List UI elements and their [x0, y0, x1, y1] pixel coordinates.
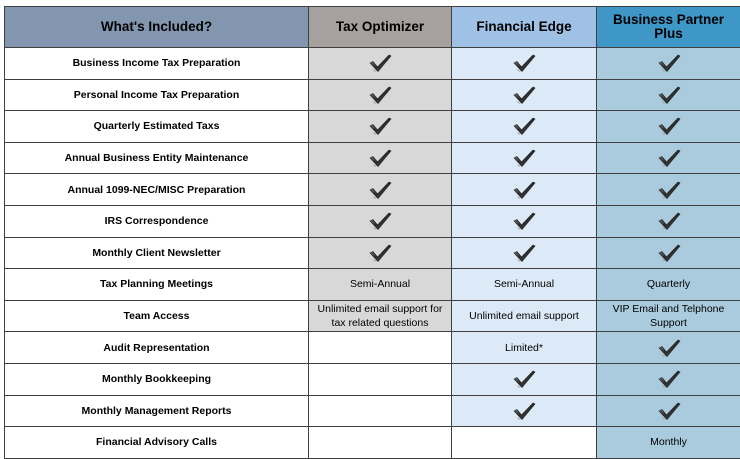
included-cell — [309, 79, 452, 111]
plan-value-cell: Unlimited email support — [452, 300, 597, 332]
included-cell — [597, 111, 740, 143]
checkmark-icon — [368, 215, 392, 227]
feature-label: Monthly Client Newsletter — [5, 237, 309, 269]
plan-value-cell: Semi-Annual — [452, 269, 597, 301]
included-cell — [597, 363, 740, 395]
included-cell — [452, 363, 597, 395]
table-row — [5, 363, 740, 395]
features-column-header: What's Included? — [5, 7, 309, 48]
empty-cell — [309, 427, 452, 459]
feature-label: IRS Correspondence — [5, 205, 309, 237]
included-cell — [452, 205, 597, 237]
feature-label: Financial Advisory Calls — [5, 427, 309, 459]
table-row — [5, 237, 740, 269]
included-cell — [597, 142, 740, 174]
included-cell — [452, 111, 597, 143]
included-cell — [452, 79, 597, 111]
table-row — [5, 142, 740, 174]
plan-header-business-partner-plus: Business Partner Plus — [597, 7, 740, 48]
table-row — [5, 111, 740, 143]
checkmark-icon — [512, 373, 536, 385]
checkmark-icon — [368, 120, 392, 132]
included-cell — [597, 237, 740, 269]
feature-label: Audit Representation — [5, 332, 309, 364]
plan-value-cell: Unlimited email support for tax related questions — [309, 300, 452, 332]
included-cell — [597, 205, 740, 237]
included-cell — [309, 174, 452, 206]
feature-label: Monthly Management Reports — [5, 395, 309, 427]
table-row — [5, 269, 740, 301]
included-cell — [452, 48, 597, 80]
table-row — [5, 48, 740, 80]
checkmark-icon — [657, 405, 681, 417]
included-cell — [309, 142, 452, 174]
table-row — [5, 174, 740, 206]
table-row — [5, 79, 740, 111]
plan-value-cell: Limited* — [452, 332, 597, 364]
comparison-body — [5, 48, 740, 459]
checkmark-icon — [512, 405, 536, 417]
checkmark-icon — [512, 57, 536, 69]
checkmark-icon — [657, 341, 681, 353]
plan-comparison-table — [4, 6, 740, 459]
table-row — [5, 205, 740, 237]
plan-value-cell: Semi-Annual — [309, 269, 452, 301]
table-row — [5, 427, 740, 459]
checkmark-icon — [368, 152, 392, 164]
plan-value-cell: VIP Email and Telphone Support — [597, 300, 740, 332]
checkmark-icon — [368, 183, 392, 195]
included-cell — [309, 111, 452, 143]
checkmark-icon — [368, 89, 392, 101]
checkmark-icon — [368, 57, 392, 69]
checkmark-icon — [657, 183, 681, 195]
checkmark-icon — [512, 89, 536, 101]
included-cell — [309, 48, 452, 80]
empty-cell — [309, 332, 452, 364]
table-row — [5, 395, 740, 427]
empty-cell — [309, 395, 452, 427]
checkmark-icon — [512, 120, 536, 132]
checkmark-icon — [512, 215, 536, 227]
plan-value-cell: Monthly — [597, 427, 740, 459]
table-row — [5, 332, 740, 364]
feature-label: Monthly Bookkeeping — [5, 363, 309, 395]
included-cell — [452, 395, 597, 427]
included-cell — [597, 395, 740, 427]
checkmark-icon — [368, 247, 392, 259]
plan-header-tax-optimizer: Tax Optimizer — [309, 7, 452, 48]
feature-label: Team Access — [5, 300, 309, 332]
checkmark-icon — [657, 373, 681, 385]
checkmark-icon — [657, 247, 681, 259]
plan-header-financial-edge: Financial Edge — [452, 7, 597, 48]
included-cell — [309, 205, 452, 237]
included-cell — [597, 174, 740, 206]
plan-value-cell: Quarterly — [597, 269, 740, 301]
empty-cell — [309, 363, 452, 395]
table-row — [5, 300, 740, 332]
checkmark-icon — [657, 57, 681, 69]
feature-label: Annual Business Entity Maintenance — [5, 142, 309, 174]
checkmark-icon — [512, 247, 536, 259]
header-row — [5, 7, 740, 48]
checkmark-icon — [657, 152, 681, 164]
feature-label: Annual 1099-NEC/MISC Preparation — [5, 174, 309, 206]
empty-cell — [452, 427, 597, 459]
included-cell — [597, 48, 740, 80]
checkmark-icon — [512, 152, 536, 164]
included-cell — [597, 332, 740, 364]
feature-label: Tax Planning Meetings — [5, 269, 309, 301]
feature-label: Personal Income Tax Preparation — [5, 79, 309, 111]
checkmark-icon — [657, 89, 681, 101]
checkmark-icon — [512, 183, 536, 195]
included-cell — [452, 237, 597, 269]
included-cell — [452, 142, 597, 174]
checkmark-icon — [657, 120, 681, 132]
included-cell — [597, 79, 740, 111]
included-cell — [309, 237, 452, 269]
checkmark-icon — [657, 215, 681, 227]
feature-label: Business Income Tax Preparation — [5, 48, 309, 80]
included-cell — [452, 174, 597, 206]
feature-label: Quarterly Estimated Taxs — [5, 111, 309, 143]
